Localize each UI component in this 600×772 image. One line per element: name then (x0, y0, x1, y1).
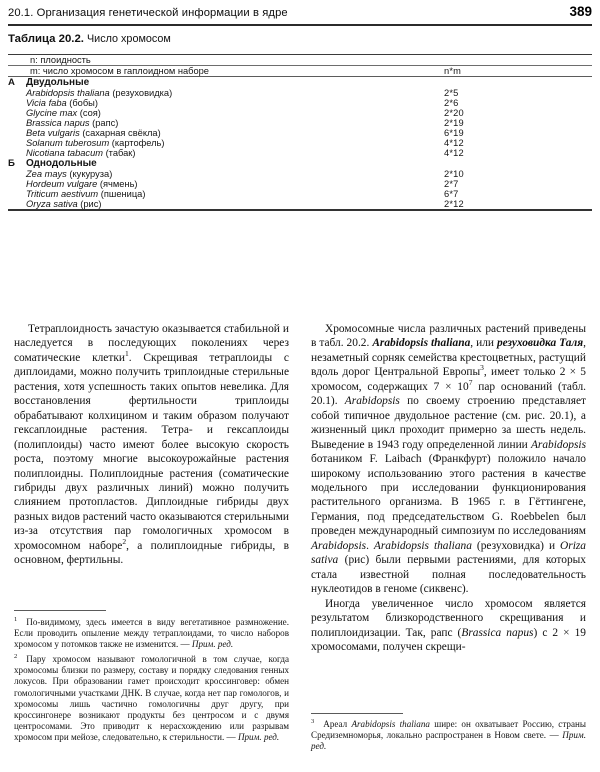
chromosome-value: 2*12 (444, 199, 464, 210)
value-column-header: n*m (444, 66, 462, 77)
footnote-separator-right (311, 713, 403, 714)
rp1-b: , или (470, 337, 497, 350)
table-caption-number: Таблица 20.2. (8, 33, 84, 45)
page-running-head (8, 4, 592, 26)
group-value-blank (444, 158, 592, 169)
rp1-species-oriza-sativa: Oriza sativa (311, 539, 586, 567)
chromosome-value: 2*5 (444, 88, 459, 99)
rp1-species-arabidopsis-3: Arabidopsis (311, 539, 367, 552)
footnote-2-mark: 2 (14, 653, 18, 661)
rp1-i: (резуховидка) и (471, 539, 561, 552)
footnote-ref-3[interactable]: 3 (480, 363, 484, 373)
body-columns (14, 322, 586, 654)
row-letter-spacer (8, 179, 26, 189)
table-row (8, 148, 592, 158)
chromosome-value: 2*19 (444, 118, 464, 129)
header-divider (8, 24, 592, 26)
species-latin: Brassica napus (26, 118, 90, 129)
chromosome-value: 6*7 (444, 189, 459, 200)
species-latin: Arabidopsis thaliana (26, 88, 110, 99)
table-legend-row-m (8, 66, 592, 76)
footnote-3-mark: 3 (311, 718, 315, 726)
species-name (26, 128, 444, 138)
species-latin: Nicotiana tabacum (26, 148, 103, 159)
species-name (26, 189, 444, 199)
table-row (8, 169, 592, 179)
row-letter-spacer (8, 189, 26, 199)
right-paragraph-1 (311, 322, 586, 597)
row-letter-spacer (8, 88, 26, 98)
footnote-3-text-a: Ареал (323, 719, 352, 730)
table-row (8, 189, 592, 199)
chromosome-number-table-head (8, 66, 592, 76)
species-name (26, 88, 444, 98)
lp1-a: Тетраплоидность зачастую оказывается стабильной и наследуется в последующих поколениях через соматические клетки (14, 323, 289, 364)
footnote-1-editor-note: Прим. ред. (191, 639, 234, 650)
species-common: (ячмень) (97, 179, 138, 190)
species-name (26, 98, 444, 108)
species-latin: Zea mays (26, 169, 67, 180)
species-latin: Vicia faba (26, 98, 67, 109)
footnote-2 (14, 654, 289, 743)
rp1-species-arabidopsis-thaliana: Arabidopsis thaliana (372, 337, 471, 350)
group-value-blank (444, 77, 592, 88)
rp1-c: , незаметный сорняк семейства крестоцветных, растущий вдоль дорог Центральной Европы (311, 337, 586, 379)
footnote-3-latin: Arabidopsis thaliana (351, 719, 430, 730)
table-20-2 (8, 33, 592, 211)
footnotes-left (14, 610, 289, 743)
chromosome-value: 2*6 (444, 98, 459, 109)
species-common: (бобы) (66, 98, 98, 109)
row-letter-spacer (8, 138, 26, 148)
row-letter-spacer (8, 169, 26, 179)
species-common: (сахарная свёкла) (79, 128, 161, 139)
species-name (26, 199, 444, 209)
species-latin: Glycine max (26, 108, 78, 119)
species-common: (пшеница) (98, 189, 146, 200)
legend-m-spacer (8, 66, 26, 76)
footnote-1-mark: 1 (14, 616, 18, 624)
right-column (311, 322, 586, 654)
species-common: (кукуруза) (66, 169, 113, 180)
rp1-e: пар оснований (табл. 20.1). (311, 380, 587, 408)
table-row (8, 108, 592, 118)
group-letter: Б (8, 158, 15, 170)
species-name (26, 169, 444, 179)
species-common: (резуховидка) (109, 88, 173, 99)
left-column (14, 322, 289, 654)
table-group-row (8, 77, 592, 88)
legend-m-text: m: число хромосом в гаплоидном наборе (30, 66, 209, 77)
chromosome-value: 2*20 (444, 108, 464, 119)
rp2-a: Иногда увеличенное число хромосом является результатом близкородственного скрещивания и полиплоидизации. Так, рапс ( (311, 597, 586, 639)
species-name (26, 138, 444, 148)
table-caption-title: Число хромосом (83, 33, 171, 45)
species-latin: Triticum aestivum (26, 189, 99, 200)
row-letter-spacer (8, 118, 26, 128)
page-number: 389 (569, 4, 592, 19)
species-latin: Oryza sativa (26, 199, 78, 210)
chromosome-number-table-body (8, 77, 592, 209)
footnote-1-text: По-видимому, здесь имеется в виду вегетативное размножение. Если проводить опыление между тетраплоидами, то число наборов хромосом у потомков также не изменится. — (14, 617, 289, 650)
footnote-1 (14, 617, 289, 650)
row-letter-spacer (8, 98, 26, 108)
footnote-3-text-b: шире: он охватывает Россию, страны Средиземноморья, локально распространен в Новом свете. — (311, 719, 586, 741)
left-paragraph-1 (14, 322, 289, 568)
table-row (8, 118, 592, 128)
footnote-ref-2[interactable]: 2 (122, 537, 127, 546)
table-row (8, 199, 592, 209)
species-name (26, 148, 444, 158)
chromosome-number-table (8, 55, 592, 65)
species-latin: Beta vulgaris (26, 128, 80, 139)
rp1-species-arabidopsis-2: Arabidopsis (530, 438, 586, 451)
rp1-species-rezukhovidka: резуховидка Таля (496, 337, 584, 350)
species-name (26, 108, 444, 118)
row-letter-spacer (8, 199, 26, 209)
table-legend-row-n (8, 55, 592, 65)
table-row (8, 98, 592, 108)
legend-n-text: n: плоидность (30, 55, 91, 66)
row-letter-spacer (8, 128, 26, 138)
footnotes-right (311, 713, 586, 753)
legend-n-blank (444, 55, 592, 65)
footnote-2-text: Пару хромосом называют гомологичной в том случае, когда хромосомы близки по размеру, составу и порядку следования генных локусов. При образовании гамет происходит кроссинговер: обмен гомологичными участками ДНК. В случае, когда нет пар гомологов, и хромосомы лишь частично гомологичны друг другу, при кроссингонере возникают продукты без центросом и с двумя центросомами. Это приводит к нерасхождению или разрывам хромосом при мейозе, следовательно, к стерильности. — (14, 654, 289, 743)
rp1-a: Хромосомные числа различных растений приведены в табл. 20.2. (311, 323, 586, 350)
chromosome-value: 6*19 (444, 128, 464, 139)
lp1-b: . Скрещивая тетраплоиды с диплоидами, можно получить триплоидные стерильные растения, хотя успешность таких опытов невелика. Для восстановления фертильности триплоиды обрабатывают колхицином и таким образом получают гексаплоидные растения. Тетра- и гексаплоиды (полиплоиды) часто имеют более высокую скорость роста, поэтому многие высокоурожайные растения полиплоидны. Полиплоидные растения (соматические гибриды двух различных линий) можно получить слиянием протопластов. Диплоидные гибриды двух разных видов растений часто оказываются стерильными из-за отсутствия пар гомологичных хромосом в хромосомном наборе (14, 351, 289, 552)
species-common: (рапс) (89, 118, 119, 129)
table-row (8, 88, 592, 98)
species-latin: Hordeum vulgare (26, 179, 98, 190)
footnote-ref-1[interactable]: 1 (124, 349, 129, 359)
table-group-row (8, 158, 592, 169)
footnote-separator-left (14, 610, 106, 611)
species-name (26, 118, 444, 128)
chromosome-value: 4*12 (444, 138, 464, 149)
group-letter: А (8, 77, 15, 89)
rp1-h: . (366, 539, 374, 552)
chromosome-value: 2*7 (444, 179, 459, 190)
chromosome-value: 2*10 (444, 169, 464, 180)
table-row (8, 128, 592, 138)
row-letter-spacer (8, 108, 26, 118)
rp1-f: по своему строению представляет собой типичное двудольное растение (см. рис. 20.1), а жизненный цикл проходит примерно за шесть недель. Выведение в 1943 году определенной линии (311, 395, 586, 451)
rp2-b: ) с 2 × 19 хромосомами, получен скрещи- (311, 626, 586, 653)
group-name: Однодольные (26, 158, 97, 170)
group-name: Двудольные (26, 77, 90, 89)
species-common: (табак) (103, 148, 136, 159)
rp1-species-arabidopsis-thaliana-2: Arabidopsis thaliana (373, 539, 472, 552)
species-common: (картофель) (109, 138, 165, 149)
rp2-species-brassica-napus: Brassica napus (461, 626, 534, 639)
row-letter-spacer (8, 148, 26, 158)
table-row (8, 138, 592, 148)
table-rule-bottom (8, 209, 592, 211)
rp1-species-arabidopsis-1: Arabidopsis (344, 395, 400, 408)
rp1-g: ботаником F. Laibach (Франкфурт) положило начало широкому использованию этого растения в качестве модельного при исследовании функционирования растительного организма. В 1965 г. в Гёттингене, Германия, под председательством G. Roebbelen был проведен международный симпозиум по исследованиям (311, 453, 586, 538)
chromosome-value: 4*12 (444, 148, 464, 159)
legend-n-spacer (8, 55, 26, 65)
rp1-d: , имеет только 2 × 5 хромосом, содержащих 7 × 10 (311, 366, 586, 393)
species-common: (рис) (77, 199, 102, 210)
table-caption (8, 33, 592, 45)
species-latin: Solanum tuberosum (26, 138, 110, 149)
table-row (8, 179, 592, 189)
rp1-exponent: 7 (468, 378, 473, 388)
species-name (26, 179, 444, 189)
footnote-3-editor-note: Прим. ред. (311, 730, 586, 752)
species-common: (соя) (77, 108, 101, 119)
lp1-c: , а полиплоидные гибриды, в основном, фертильны. (14, 539, 289, 567)
rp1-j: (рис) были первыми растениями, для которых стала известной полная последовательность нуклеотидов в геноме (сиквенс). (311, 554, 586, 596)
right-paragraph-2 (311, 597, 586, 655)
footnote-3 (311, 719, 586, 752)
footnote-2-editor-note: Прим. ред. (237, 732, 280, 743)
running-title: 20.1. Организация генетической информации в ядре (8, 7, 288, 19)
